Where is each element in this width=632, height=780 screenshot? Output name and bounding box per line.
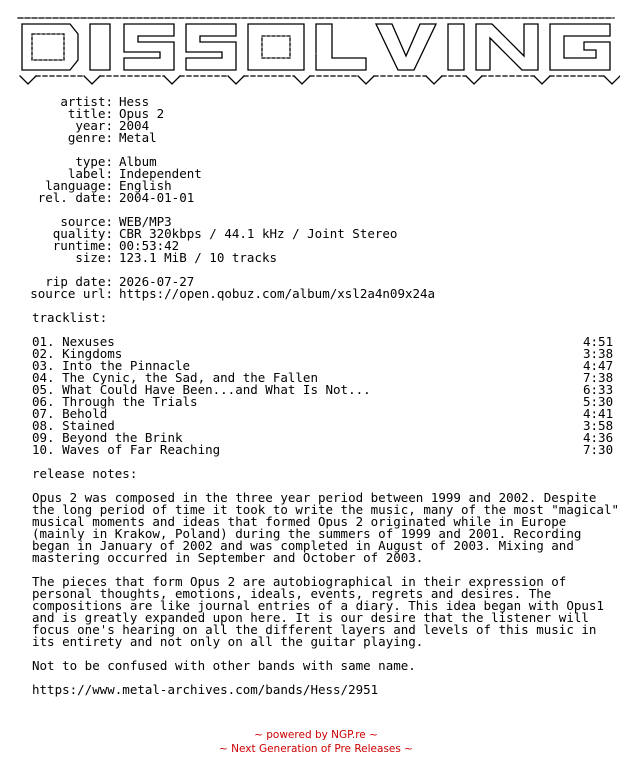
- meta-value: Hess: [119, 94, 150, 109]
- track-duration: 3:38: [583, 346, 614, 361]
- meta-key: source:: [60, 214, 113, 229]
- meta-value: https://open.qobuz.com/album/xsl2a4n09x24a: [119, 286, 436, 301]
- track-duration: 6:33: [583, 382, 614, 397]
- track-duration: 4:36: [583, 430, 614, 445]
- track-duration: 3:58: [583, 418, 614, 433]
- meta-value: 123.1 MiB / 10 tracks: [119, 250, 278, 265]
- metal-archives-link[interactable]: https://www.metal-archives.com/bands/Hess/2951: [32, 682, 379, 697]
- track-title: 10. Waves of Far Reaching: [32, 442, 221, 457]
- dissolving-ascii-logo: [14, 12, 620, 90]
- meta-key: label:: [67, 166, 113, 181]
- meta-key: year:: [75, 118, 113, 133]
- track-title: 08. Stained: [32, 418, 115, 433]
- meta-value: Metal: [119, 130, 157, 145]
- release-notes-paragraph: Not to be confused with other bands with same name.: [32, 658, 416, 673]
- meta-key: artist:: [60, 94, 113, 109]
- meta-key: title:: [67, 106, 113, 121]
- meta-value: 00:53:42: [119, 238, 180, 253]
- meta-key: rip date:: [45, 274, 113, 289]
- meta-value: WEB/MP3: [119, 214, 172, 229]
- track-duration: 4:41: [583, 406, 614, 421]
- track-duration: 5:30: [583, 394, 614, 409]
- meta-value: 2004-01-01: [119, 190, 195, 205]
- tracklist-heading: tracklist:: [32, 310, 108, 325]
- meta-value: 2004: [119, 118, 150, 133]
- track-duration: 4:51: [583, 334, 614, 349]
- track-title: 04. The Cynic, the Sad, and the Fallen: [32, 370, 318, 385]
- track-title: 02. Kingdoms: [32, 346, 123, 361]
- footer-tagline: ~ Next Generation of Pre Releases ~: [219, 743, 413, 755]
- track-title: 03. Into the Pinnacle: [32, 358, 191, 373]
- track-title: 01. Nexuses: [32, 334, 115, 349]
- meta-key: rel. date:: [37, 190, 113, 205]
- meta-value: Album: [119, 154, 157, 169]
- footer-powered-by: ~ powered by NGP.re ~: [254, 729, 378, 741]
- release-notes-heading: release notes:: [32, 466, 138, 481]
- track-duration: 4:47: [583, 358, 614, 373]
- meta-value: English: [119, 178, 172, 193]
- meta-value: CBR 320kbps / 44.1 kHz / Joint Stereo: [119, 226, 398, 241]
- meta-key: language:: [45, 178, 113, 193]
- meta-value: 2026-07-27: [119, 274, 195, 289]
- meta-value: Opus 2: [119, 106, 165, 121]
- release-notes-paragraph: The pieces that form Opus 2 are autobiographical in their expression of personal thoughts, emotions, ideals, events, regrets and desires. The compositions are like journal entries of a diary. This idea began with Opus1 and is greatly expanded upon here. It is our desire that the listener will focus one's hearing on all the different layers and levels of this music in its entirety and not only on all the guitar playing.: [32, 574, 604, 649]
- track-title: 05. What Could Have Been...and What Is Not...: [32, 382, 371, 397]
- meta-key: genre:: [67, 130, 113, 145]
- meta-key: runtime:: [52, 238, 113, 253]
- meta-value: Independent: [119, 166, 202, 181]
- track-duration: 7:30: [583, 442, 614, 457]
- track-title: 06. Through the Trials: [32, 394, 198, 409]
- meta-key: type:: [75, 154, 113, 169]
- meta-key: quality:: [52, 226, 113, 241]
- track-duration: 7:38: [583, 370, 614, 385]
- meta-key: source url:: [30, 286, 113, 301]
- meta-key: size:: [75, 250, 113, 265]
- track-title: 07. Behold: [32, 406, 108, 421]
- release-notes-paragraph: Opus 2 was composed in the three year period between 1999 and 2002. Despite the long period of time it took to write the music, many of the most "magical" musical moments and ideas that formed Opus 2 originated while in Europe (mainly in Krakow, Poland) during the summers of 1999 and 2001. Recording began in January of 2002 and was completed in August of 2003. Mixing and mastering occurred in September and October of 2003.: [32, 490, 619, 565]
- track-title: 09. Beyond the Brink: [32, 430, 183, 445]
- logo-text: DISSOLVING: [313, 54, 321, 55]
